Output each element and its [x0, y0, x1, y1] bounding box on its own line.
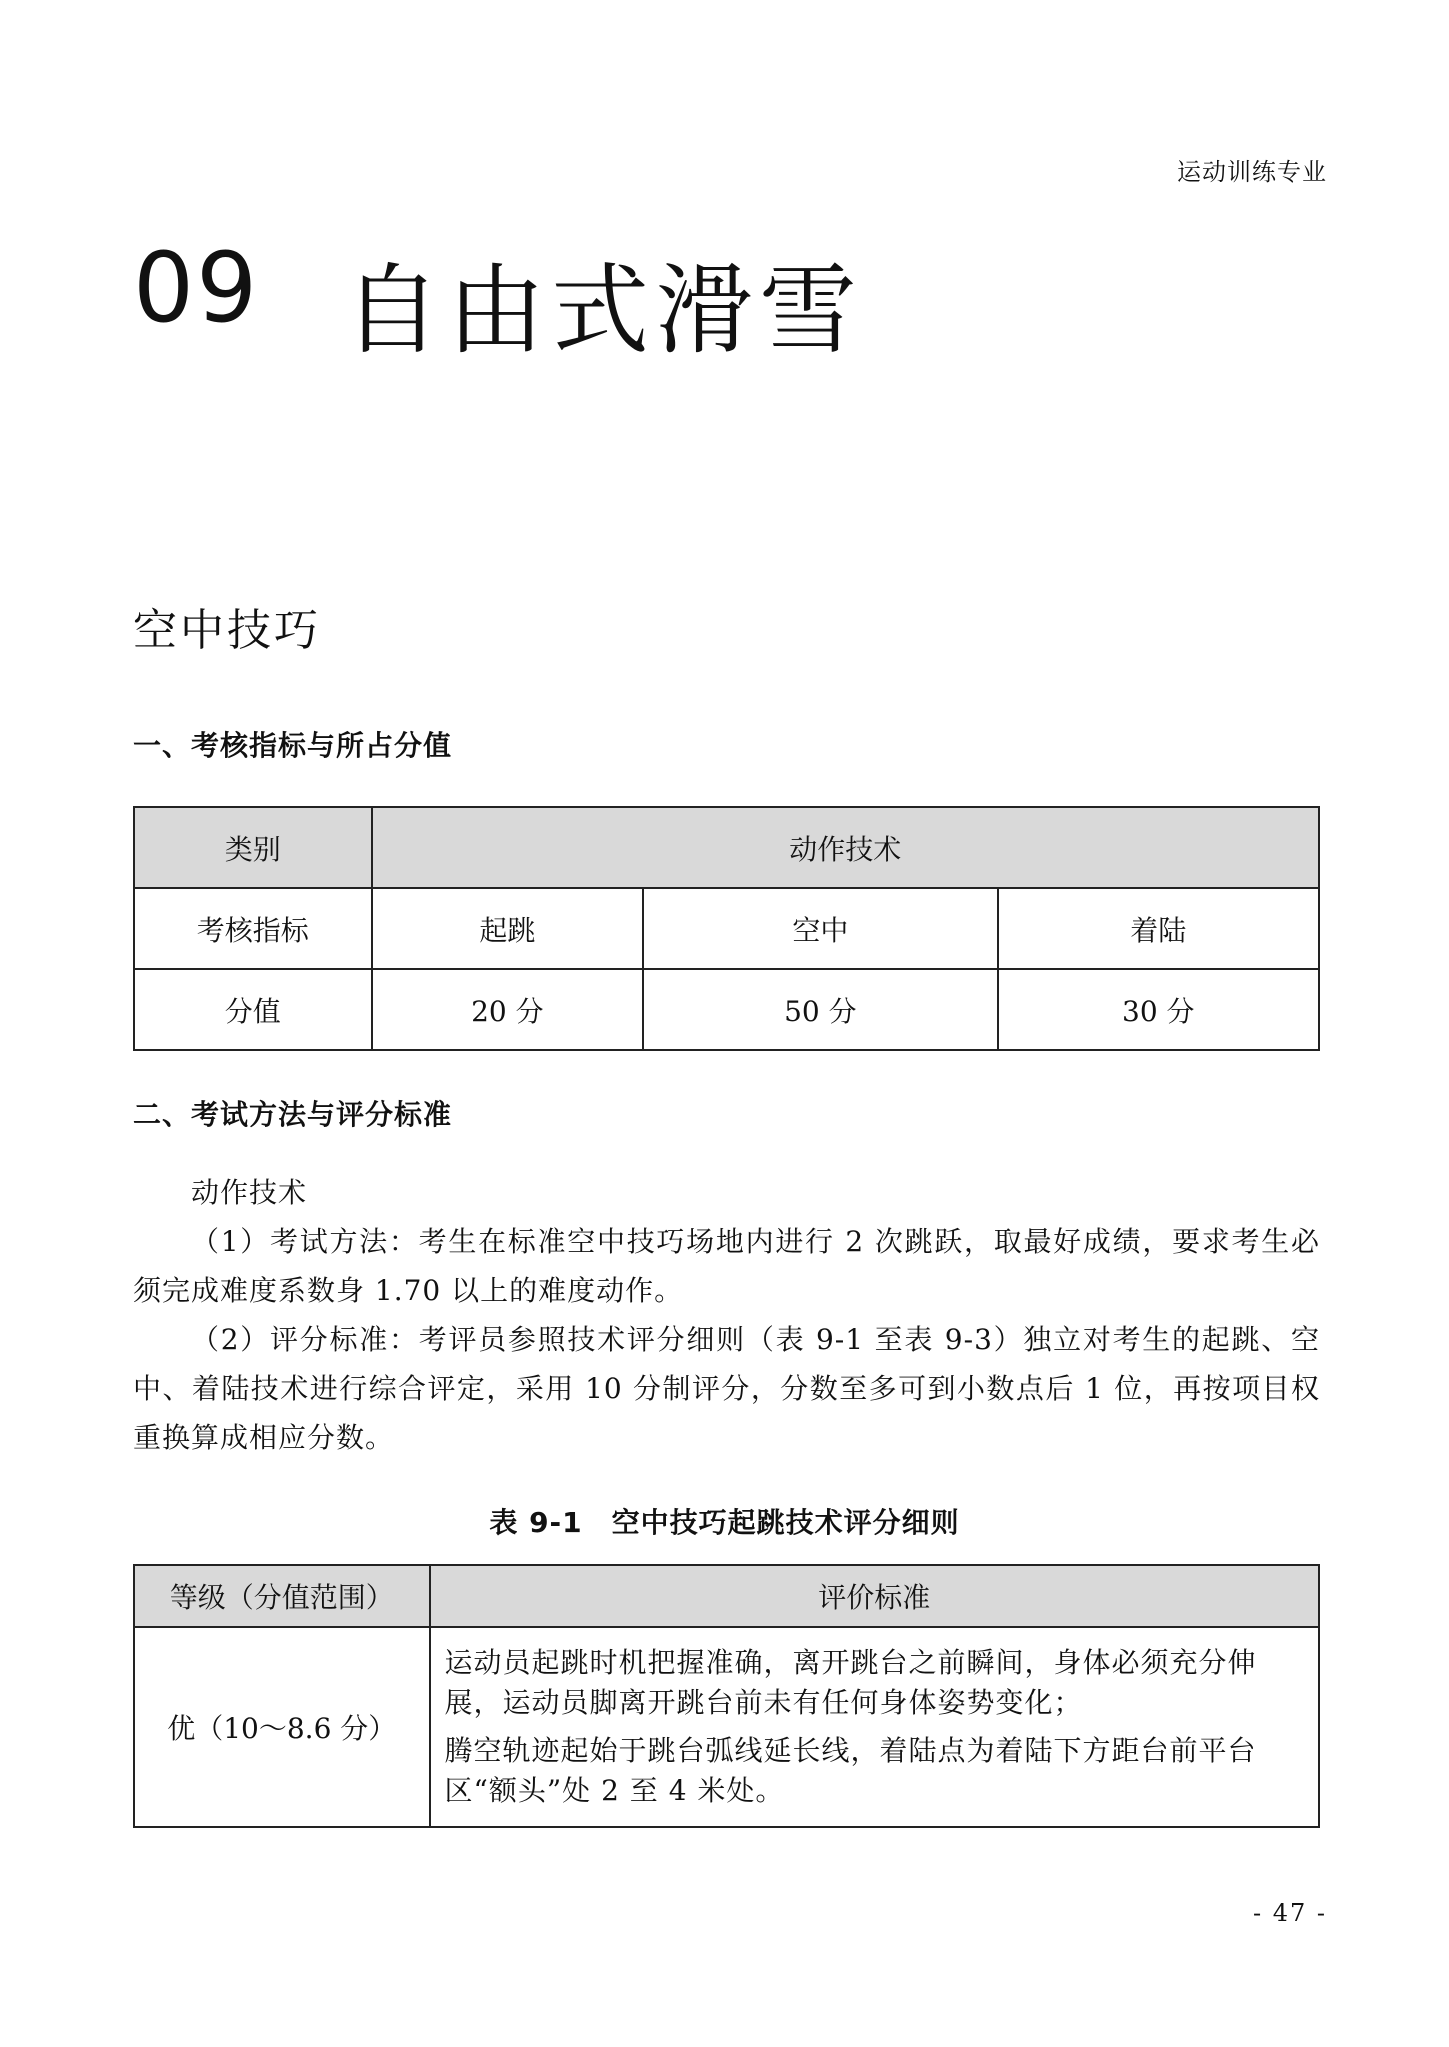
criteria-line: 腾空轨迹起始于跳台弧线延长线，着陆点为着陆下方距台前平台区“额头”处 2 至 4 米处。: [444, 1734, 1257, 1807]
page-number: - 47 -: [1252, 1899, 1327, 1927]
table-row: [134, 888, 1319, 969]
table-cell-indicator-takeoff: 起跳: [372, 888, 644, 969]
paragraph-scoring: （2）评分标准：考评员参照技术评分细则（表 9-1 至表 9-3）独立对考生的起跳、空中、着陆技术进行综合评定，采用 10 分制评分，分数至多可到小数点后 1 位，再按项目权重换算成相应分数。: [133, 1323, 1320, 1454]
table-caption: 表 9-1 空中技巧起跳技术评分细则: [489, 1506, 960, 1539]
table-cell-category-value: 动作技术: [372, 807, 1319, 888]
paragraph-method: （1）考试方法：考生在标准空中技巧场地内进行 2 次跳跃，取最好成绩，要求考生必须完成难度系数身 1.70 以上的难度动作。: [133, 1225, 1320, 1307]
table-cell-criteria: [430, 1627, 1319, 1827]
table-cell-indicator-landing: 着陆: [998, 888, 1319, 969]
running-header: 运动训练专业: [1177, 158, 1327, 186]
paragraph-intro: 动作技术: [191, 1176, 308, 1209]
takeoff-rubric-table: [133, 1564, 1320, 1828]
table-cell-indicator-label: 考核指标: [134, 888, 372, 969]
table-row: [134, 807, 1319, 888]
table-cell-score-label: 分值: [134, 969, 372, 1050]
table-row: [134, 969, 1319, 1050]
table-cell-grade: 优（10～8.6 分）: [134, 1627, 430, 1827]
table-header-criteria: 评价标准: [430, 1565, 1319, 1627]
subheading-method: 二、考试方法与评分标准: [133, 1098, 453, 1131]
table-cell-indicator-air: 空中: [643, 888, 997, 969]
criteria-line: 运动员起跳时机把握准确，离开跳台之前瞬间，身体必须充分伸展，运动员脚离开跳台前未有任何身体姿势变化；: [444, 1646, 1257, 1719]
table-cell-score-landing: 30 分: [998, 969, 1319, 1050]
table-row: [134, 1627, 1319, 1827]
table-row: [134, 1565, 1319, 1627]
section-title: 空中技巧: [133, 605, 321, 656]
indicator-score-table: [133, 806, 1320, 1051]
chapter-number: 09: [133, 232, 260, 344]
table-header-grade: 等级（分值范围）: [134, 1565, 430, 1627]
table-cell-score-takeoff: 20 分: [372, 969, 644, 1050]
chapter-title: 自由式滑雪: [343, 254, 864, 368]
table-cell-score-air: 50 分: [643, 969, 997, 1050]
subheading-indicators: 一、考核指标与所占分值: [133, 729, 453, 762]
table-cell-category-label: 类别: [134, 807, 372, 888]
